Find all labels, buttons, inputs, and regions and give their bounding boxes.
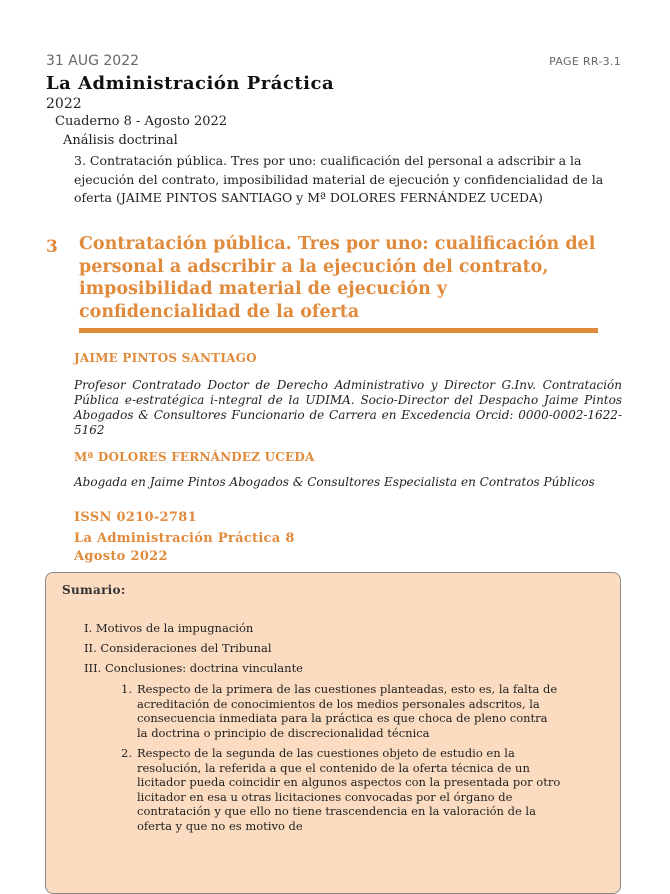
summary-subsection-item[interactable]: [121, 682, 561, 740]
author-bio: Abogada en Jaime Pintos Abogados & Consultores Especialista en Contratos Públicos: [74, 475, 595, 489]
publication-year[interactable]: 2022: [46, 96, 82, 112]
author-bio: Profesor Contratado Doctor de Derecho Administrativo y Director G.Inv. Contratación Pública e-estratégica i-ntegral de la UDIMA. Socio-Director del Despacho Jaime Pintos Abogados & Consultores Funcionario de Carrera en Excedencia Orcid: 0000-0002-1622-5162: [74, 378, 622, 437]
summary-section-item[interactable]: [84, 641, 272, 655]
author-name: Mª DOLORES FERNÁNDEZ UCEDA: [74, 450, 315, 464]
subsection-number: 1.: [121, 682, 132, 696]
title-divider: [79, 328, 598, 333]
toc-article-link[interactable]: 3. Contratación pública. Tres por uno: cualificación del personal a adscribir a la ejecución del contrato, imposibilidad material de ejecución y confidencialidad de la oferta (JAIME PINTOS SANTIAGO y Mª DOLORES FERNÁNDEZ UCEDA): [74, 153, 604, 205]
summary-subsection-item[interactable]: [121, 746, 561, 834]
summary-title: Sumario:: [62, 583, 126, 597]
issue-date: Agosto 2022: [74, 549, 168, 564]
section-number: III.: [84, 661, 102, 675]
issn: ISSN 0210-2781: [74, 510, 197, 525]
summary-box: [45, 572, 621, 894]
subsection-number: 2.: [121, 746, 132, 760]
publication-title[interactable]: La Administración Práctica: [46, 73, 335, 94]
journal-issue: La Administración Práctica 8: [74, 531, 295, 546]
section-label: Conclusiones: doctrina vinculante: [104, 661, 303, 675]
document-date: 31 AUG 2022: [46, 53, 140, 69]
section-label: Motivos de la impugnación: [95, 621, 254, 635]
author-name: JAIME PINTOS SANTIAGO: [74, 351, 257, 365]
section-number: II.: [84, 641, 97, 655]
section-link[interactable]: Análisis doctrinal: [63, 133, 178, 148]
article-title: Contratación pública. Tres por uno: cualificación del personal a adscribir a la ejecución del contrato, imposibilidad material de ejecución y confidencialidad de la oferta: [79, 234, 596, 322]
section-number: I.: [84, 621, 93, 635]
page-reference: PAGE RR-3.1: [549, 55, 621, 68]
subsection-text: Respecto de la primera de las cuestiones planteadas, esto es, la falta de acreditación de conocimientos de los medios personales adscritos, la consecuencia inmediata para la práctica es que choca de pleno contra la doctrina o principio de discrecionalidad técnica: [137, 682, 558, 740]
subsection-text: Respecto de la segunda de las cuestiones objeto de estudio en la resolución, la referida a que el contenido de la oferta técnica de un licitador pueda coincidir en algunos aspectos con la presentada por otro licitador en esa u otras licitaciones convocadas por el órgano de contratación y que ello no tiene trascendencia en la valoración de la oferta y que no es motivo de: [137, 746, 561, 833]
summary-section-item[interactable]: [84, 661, 303, 675]
issue-link[interactable]: Cuaderno 8 - Agosto 2022: [55, 114, 228, 129]
section-label: Consideraciones del Tribunal: [100, 641, 272, 655]
summary-section-item[interactable]: [84, 621, 253, 635]
article-number: 3: [46, 237, 58, 257]
